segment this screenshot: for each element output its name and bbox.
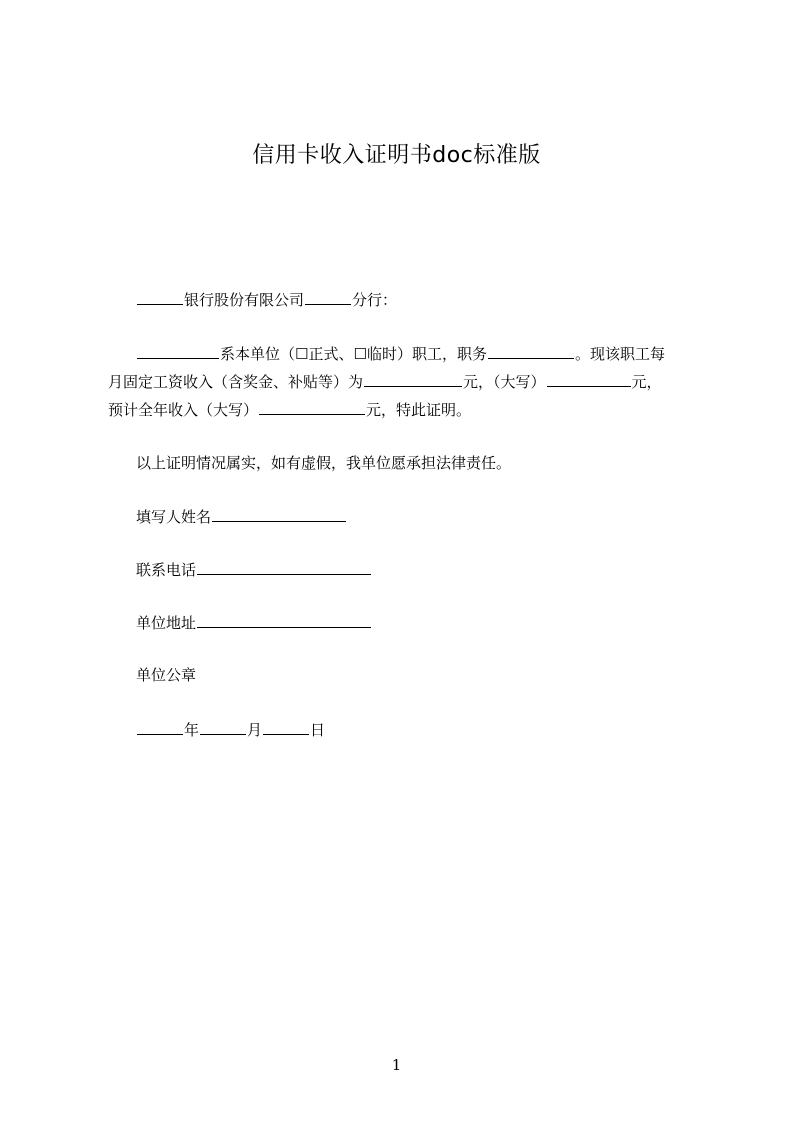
address-blank xyxy=(197,611,371,628)
filler-name-label: 填写人姓名 xyxy=(136,508,212,526)
year-blank xyxy=(137,718,183,735)
checkbox-formal: ☐ xyxy=(295,345,309,363)
filler-name-line xyxy=(136,505,347,528)
seal-line: 单位公章 xyxy=(136,666,197,684)
checkbox-temporary: ☐ xyxy=(353,345,367,363)
document-title: 信用卡收入证明书doc标准版 xyxy=(252,143,541,168)
date-line xyxy=(136,718,325,741)
page-number: 1 xyxy=(391,1056,402,1074)
annual-income-capital-blank xyxy=(259,398,365,415)
phone-line xyxy=(136,558,372,581)
month-blank xyxy=(200,718,246,735)
branch-suffix: 分行： xyxy=(352,291,398,309)
paragraph-line-2 xyxy=(108,370,662,393)
address-label: 单位地址 xyxy=(136,614,197,632)
paragraph-line-3 xyxy=(108,398,471,421)
month-label: 月 xyxy=(247,721,263,739)
para1-text-4: 。现该职工每 xyxy=(574,345,665,363)
filler-name-blank xyxy=(212,505,346,522)
paragraph-line-1 xyxy=(136,342,665,365)
position-blank xyxy=(488,342,574,359)
salutation-line xyxy=(136,288,397,311)
para2-text-3: 元， xyxy=(631,373,662,391)
para1-text-2: 正式、 xyxy=(308,345,354,363)
monthly-income-blank xyxy=(364,370,462,387)
statement-line: 以上证明情况属实，如有虚假，我单位愿承担法律责任。 xyxy=(136,454,512,472)
bank-suffix: 银行股份有限公司 xyxy=(184,291,305,309)
phone-label: 联系电话 xyxy=(136,561,197,579)
day-blank xyxy=(263,718,309,735)
branch-name-blank xyxy=(305,288,351,305)
para1-text-3: 临时）职工，职务 xyxy=(366,345,487,363)
para3-text-2: 元，特此证明。 xyxy=(366,401,472,419)
para2-text-2: 元，（大写） xyxy=(463,373,546,391)
monthly-income-capital-blank xyxy=(547,370,631,387)
day-label: 日 xyxy=(310,721,326,739)
para1-text-1: 系本单位（ xyxy=(220,345,296,363)
address-line xyxy=(136,611,372,634)
para3-text-1: 预计全年收入（大写） xyxy=(108,401,259,419)
employee-name-blank xyxy=(137,342,219,359)
year-label: 年 xyxy=(184,721,200,739)
phone-blank xyxy=(197,558,371,575)
para2-text-1: 月固定工资收入（含奖金、补贴等）为 xyxy=(108,373,364,391)
bank-name-blank xyxy=(137,288,183,305)
